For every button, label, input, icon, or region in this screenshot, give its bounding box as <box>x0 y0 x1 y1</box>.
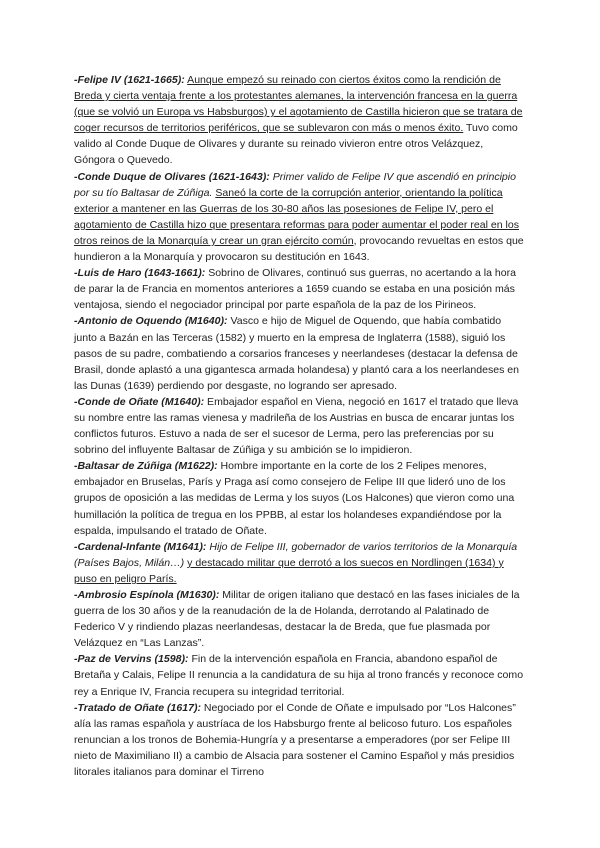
entry-heading: -Cardenal-Infante (M1641): <box>74 540 207 553</box>
entry-heading: -Conde de Oñate (M1640): <box>74 395 205 408</box>
entry-ambrosio-espinola <box>74 587 526 651</box>
entry-baltasar-de-zuniga <box>74 458 526 538</box>
entry-paz-de-vervins <box>74 651 526 699</box>
entry-heading: -Conde Duque de Olivares (1621-1643): <box>74 170 270 183</box>
entry-tratado-de-onate <box>74 700 526 780</box>
entry-felipe-iv <box>74 72 526 169</box>
entry-heading: -Tratado de Oñate (1617): <box>74 701 201 714</box>
entry-heading: -Baltasar de Zúñiga (M1622): <box>74 460 218 473</box>
entry-heading: -Antonio de Oquendo (M1640): <box>74 315 228 328</box>
entry-text: Tuvo como valido al Conde Duque de Olivares y durante su reinado vivieron entre otros Velázquez, Góngora o Quevedo. <box>74 122 518 167</box>
entry-text: Vasco e hijo de Miguel de Oquendo, que había combatido junto a Bazán en las Terceras (1582) y muerto en la empresa de Inglaterra (1588), siguió los pasos de su padre, combatiendo a corsarios franceses y neerlandeses (destacar la defensa de Brasil, donde aplastó a una gigantesca armada holandesa) y plantó cara a los neerlandeses en las Dunas (1639) perdiendo por desgaste, no logrando ser apresado. <box>74 315 520 392</box>
italic-text: Hijo de Felipe III, gobernador de varios territorios de la Monarquía (Países Bajos, Milán…) <box>74 540 518 569</box>
entry-text: Embajador español en Viena, negoció en 1617 el tratado que lleva su nombre entre las ramas vienesa y madrileña de los Austrias en busca de encarar juntas los conflictos futuros. Estuvo a nada de ser el sucesor de Lerma, pero las preferencias por su sobrino del influyente Baltasar de Zúñiga y su ambición se lo impidieron. <box>74 395 519 457</box>
entry-text: Militar de origen italiano que destacó en las fases iniciales de la guerra de los 30 años y de la reanudación de la de Holanda, derrotando al Palatinado de Federico V y rindiendo plazas neerlandesas, destacar la de Breda, que fue plasmada por Velázquez en “Las Lanzas”. <box>74 589 520 650</box>
entry-text: Negociado por el Conde de Oñate e impulsado por “Los Halcones” alía las ramas española y austríaca de los Habsburgo frente al belicoso futuro. Los españoles renuncian a los tronos de Bohemia-Hungría y a presentarse a emperadores (por ser Felipe III nieto de Maximiliano II) a cambio de Alsacia para sostener el Camino Español y más presidios litorales italianos para dominar el Tirreno <box>74 701 516 779</box>
entry-heading: -Paz de Vervins (1598): <box>74 653 189 666</box>
entry-cardenal-infante <box>74 539 526 587</box>
entry-conde-duque-olivares <box>74 169 526 266</box>
entry-text: , provocando revueltas en estos que hundieron a la Monarquía y provocaron su destitución en 1643. <box>74 234 524 264</box>
entry-heading: -Ambrosio Espínola (M1630): <box>74 589 220 601</box>
underlined-text: Aunque empezó su reinado con ciertos éxitos como la rendición de Breda y cierta ventaja frente a los protestantes alemanes, la intervención francesa en la guerra (que se volvió un Europa vs Habsburgos) y el agotamiento de Castilla hicieron que se tratara de coger recursos de territorios periféricos, que se sublevaron con más o menos éxito. <box>74 74 523 135</box>
underlined-text: Saneó la corte de la corrupción anterior, orientando la política exterior a mantener en las Guerras de los 30-80 años las posesiones de Felipe IV, pero el agotamiento de Castilla hizo que presentara reformas para poder aumentar el poder real en los otros reinos de la Monarquía y crear un gran ejército común <box>74 186 519 247</box>
entry-conde-de-onate <box>74 394 526 458</box>
entry-text: Hombre importante en la corte de los 2 Felipes menores, embajador en Bruselas, París y Praga así como consejero de Felipe III que lideró uno de los grupos de oposición a las medidas de Lerma y los suyos (Los Halcones) que vieron como una humillación la política de tregua en los PPBB, al estar los holandeses expandiéndose por la espalda, impulsando el tratado de Oñate. <box>74 460 515 537</box>
entry-heading: -Luis de Haro (1643-1661): <box>74 267 206 280</box>
entry-text: Sobrino de Olivares, continuó sus guerras, no acertando a la hora de parar la de Francia en momentos anteriores a 1659 cuando se estaba en una posición más ventajosa, siendo el negociador principal por parte española de la paz de los Pirineos. <box>74 267 517 312</box>
entry-antonio-de-oquendo <box>74 313 526 393</box>
italic-text: Primer valido de Felipe IV que ascendió en principio por su tío Baltasar de Zúñiga. <box>74 170 517 199</box>
entry-luis-de-haro <box>74 265 526 313</box>
underlined-text: y destacado militar que derrotó a los suecos en Nordlingen (1634) y puso en peligro París. <box>74 556 504 585</box>
entry-heading: -Felipe IV (1621-1665): <box>74 74 185 86</box>
entry-text: Fin de la intervención española en Francia, abandono español de Bretaña y Calais, Felipe II renuncia a la candidatura de su hija al trono francés y reconoce como rey a Enrique IV, Francia recupera su integridad territorial. <box>74 653 524 698</box>
